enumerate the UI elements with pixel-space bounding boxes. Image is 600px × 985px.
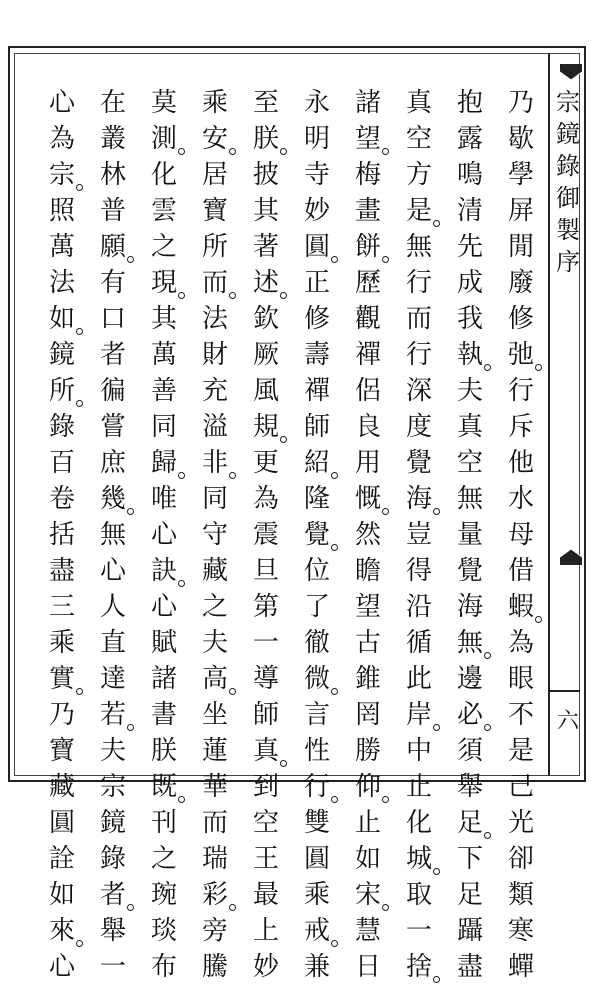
text-char: 妙 [252,952,279,982]
text-char: 欽 [252,304,279,334]
text-char: 蓮 [201,736,228,766]
text-char: 無 [405,232,432,262]
text-char: 錄 [48,412,75,442]
text-char: 而 [201,808,228,838]
text-char: 望 [353,121,383,157]
text-char: 侶 [354,376,381,406]
text-char: 岸 [404,697,434,733]
text-char: 乘 [303,880,330,910]
text-char: 心 [48,952,75,982]
text-char: 直 [99,628,126,658]
text-char: 徹 [303,628,330,658]
side-title [552,86,584,278]
text-char: 歸 [149,445,179,481]
text-char: 鏡 [99,808,126,838]
text-char: 所 [47,373,77,409]
text-char: 真 [456,412,483,442]
text-column [146,85,182,985]
text-char: 舉 [99,916,126,946]
text-char: 兼 [303,952,330,982]
text-char: 坐 [201,700,228,730]
text-char: 類 [507,880,534,910]
text-char: 舉 [456,772,483,802]
text-char: 一 [252,628,279,658]
text-column [248,85,284,985]
text-char: 盡 [456,952,483,982]
text-char: 永 [303,88,330,118]
text-char: 空 [456,448,483,478]
text-char: 叢 [99,124,126,154]
text-char: 言 [303,700,330,730]
text-char: 寒 [507,916,534,946]
text-char: 賦 [150,628,177,658]
text-char: 卻 [507,844,534,874]
text-char: 止 [405,772,432,802]
text-column [503,85,539,985]
text-char: 量 [456,520,483,550]
text-char: 沿 [405,592,432,622]
text-char: 三 [48,592,75,622]
text-char: 王 [252,844,279,874]
text-char: 有 [99,268,126,298]
text-char: 戒 [302,913,332,949]
text-char: 微 [302,661,332,697]
text-char: 達 [99,664,126,694]
text-char: 訣 [149,553,179,589]
text-char: 罔 [354,700,381,730]
text-char: 一 [99,952,126,982]
text-char: 而 [200,265,230,301]
text-char: 披 [252,160,279,190]
text-char: 宗 [99,772,126,802]
text-char: 守 [201,520,228,550]
text-char: 鳴 [456,160,483,190]
side-title-char: 御 [556,184,580,212]
text-char: 既 [149,769,179,805]
text-char: 不 [507,700,534,730]
text-char: 止 [354,808,381,838]
text-char: 法 [48,268,75,298]
text-char: 如 [48,880,75,910]
text-char: 覺 [302,517,332,553]
text-char: 朕 [251,121,281,157]
text-char: 弛 [506,337,536,373]
text-char: 己 [507,772,534,802]
page-number: 六 [556,709,579,734]
text-char: 普 [99,196,126,226]
text-char: 禪 [354,340,381,370]
text-char: 旦 [252,556,279,586]
text-char: 觀 [354,304,381,334]
text-char: 寶 [48,736,75,766]
text-char: 光 [507,808,534,838]
text-char: 空 [405,124,432,154]
text-char: 正 [303,268,330,298]
text-char: 善 [150,376,177,406]
text-char: 勝 [354,736,381,766]
text-column [401,85,437,985]
text-char: 行 [302,769,332,805]
text-char: 水 [507,484,534,514]
text-char: 騰 [201,952,228,982]
text-char: 得 [405,556,432,586]
text-char: 心 [150,520,177,550]
text-char: 規 [251,409,281,445]
text-char: 用 [354,448,381,478]
text-char: 如 [47,301,77,337]
text-char: 豈 [405,520,432,550]
text-char: 錄 [99,844,126,874]
text-char: 萬 [150,340,177,370]
text-char: 良 [354,412,381,442]
text-char: 眼 [507,664,534,694]
text-char: 鏡 [48,340,75,370]
text-char: 布 [150,952,177,982]
text-char: 至 [252,88,279,118]
text-char: 高 [200,661,230,697]
text-column [197,85,233,985]
text-char: 諸 [354,88,381,118]
text-char: 厥 [252,340,279,370]
text-char: 口 [99,304,126,334]
text-char: 了 [303,592,330,622]
text-char: 覺 [456,556,483,586]
text-char: 方 [405,160,432,190]
text-char: 而 [405,304,432,334]
text-char: 紹 [302,445,332,481]
text-char: 隆 [303,484,330,514]
text-char: 仰 [353,769,383,805]
text-char: 妙 [303,196,330,226]
text-char: 溢 [201,412,228,442]
text-char: 清 [456,196,483,226]
text-column [350,85,386,985]
text-char: 位 [303,556,330,586]
text-char: 歇 [507,124,534,154]
text-char: 琰 [150,916,177,946]
text-char: 導 [252,664,279,694]
text-char: 測 [149,121,179,157]
text-char: 他 [507,448,534,478]
text-char: 實 [47,661,77,697]
text-char: 空 [252,808,279,838]
text-char: 來 [47,913,77,949]
side-title-char: 製 [556,216,580,244]
text-char: 之 [150,844,177,874]
text-column [452,85,488,985]
text-char: 風 [252,376,279,406]
text-char: 夫 [201,628,228,658]
text-char: 修 [507,304,534,334]
text-char: 述 [251,265,281,301]
text-char: 最 [252,880,279,910]
text-char: 是 [404,193,434,229]
text-char: 到 [252,772,279,802]
text-char: 圓 [302,229,332,265]
text-char: 必 [455,697,485,733]
text-char: 百 [48,448,75,478]
text-char: 循 [405,628,432,658]
text-char: 唯 [150,484,177,514]
text-char: 刊 [150,808,177,838]
text-char: 卷 [48,484,75,514]
text-char: 其 [252,196,279,226]
text-char: 廢 [507,268,534,298]
text-char: 海 [404,481,434,517]
text-char: 無 [99,520,126,550]
text-char: 盡 [48,556,75,586]
text-char: 古 [354,628,381,658]
text-char: 藏 [48,772,75,802]
text-char: 充 [201,376,228,406]
text-char: 願 [98,229,128,265]
text-char: 寶 [201,196,228,226]
text-column [299,85,335,985]
text-char: 藏 [201,556,228,586]
text-char: 人 [99,592,126,622]
text-char: 邊 [456,664,483,694]
text-char: 閒 [507,232,534,262]
text-char: 之 [201,592,228,622]
text-char: 須 [456,736,483,766]
text-char: 行 [507,376,534,406]
text-char: 慨 [353,481,383,517]
text-char: 執 [455,337,485,373]
text-char: 更 [252,448,279,478]
text-char: 第 [252,592,279,622]
side-title-char: 宗 [556,88,580,116]
text-char: 為 [48,124,75,154]
page-number-rule [550,690,580,692]
text-char: 寺 [303,160,330,190]
text-char: 乃 [507,88,534,118]
text-char: 母 [507,520,534,550]
text-char: 徧 [99,376,126,406]
text-char: 中 [405,736,432,766]
text-char: 朕 [150,736,177,766]
text-char: 宋 [353,877,383,913]
fishtail-ornament-top-icon [560,64,582,82]
text-char: 躡 [456,916,483,946]
text-char: 心 [48,88,75,118]
text-char: 圓 [48,808,75,838]
fishtail-ornament-bottom-icon [560,547,582,565]
text-char: 夫 [99,736,126,766]
text-char: 錐 [354,664,381,694]
text-char: 先 [456,232,483,262]
text-char: 望 [354,592,381,622]
text-char: 性 [303,736,330,766]
text-char: 嘗 [99,412,126,442]
text-char: 琬 [150,880,177,910]
text-column [95,85,131,985]
text-char: 餅 [353,229,383,265]
text-char: 真 [405,88,432,118]
text-char: 一 [405,916,432,946]
text-char: 屏 [507,196,534,226]
text-char: 法 [201,304,228,334]
text-char: 是 [507,736,534,766]
text-char: 庶 [99,448,126,478]
text-char: 師 [252,700,279,730]
text-char: 日 [354,952,381,982]
text-char: 行 [405,268,432,298]
text-char: 照 [48,196,75,226]
text-char: 抱 [456,88,483,118]
side-title-char: 序 [556,248,580,276]
text-char: 乘 [201,88,228,118]
text-char: 梅 [354,160,381,190]
text-char: 無 [455,625,485,661]
text-char: 現 [149,265,179,301]
text-char: 深 [405,376,432,406]
text-char: 居 [201,160,228,190]
text-char: 括 [48,520,75,550]
text-char: 下 [456,844,483,874]
text-char: 著 [252,232,279,262]
text-char: 然 [354,520,381,550]
text-char: 壽 [303,340,330,370]
text-char: 在 [99,88,126,118]
text-char: 旁 [201,916,228,946]
text-char: 露 [456,124,483,154]
text-char: 師 [303,412,330,442]
text-char: 捨 [404,949,434,985]
text-char: 乘 [48,628,75,658]
text-char: 禪 [303,376,330,406]
text-char: 無 [456,484,483,514]
text-char: 非 [200,445,230,481]
text-char: 安 [200,121,230,157]
text-char: 歷 [354,268,381,298]
text-char: 瞻 [354,556,381,586]
text-char: 瑞 [201,844,228,874]
text-char: 覺 [405,448,432,478]
text-char: 畫 [354,196,381,226]
text-char: 夫 [456,376,483,406]
text-char: 之 [150,232,177,262]
text-char: 諸 [150,664,177,694]
text-char: 學 [507,160,534,190]
side-title-char: 錄 [556,152,580,180]
text-char: 成 [456,268,483,298]
text-char: 為 [507,628,534,658]
text-char: 為 [252,484,279,514]
text-char: 華 [201,772,228,802]
text-char: 彩 [200,877,230,913]
text-char: 蝦 [506,589,536,625]
text-char: 度 [405,412,432,442]
text-char: 幾 [98,481,128,517]
text-char: 財 [201,340,228,370]
text-char: 雲 [150,196,177,226]
text-char: 蟬 [507,952,534,982]
text-char: 震 [252,520,279,550]
text-char: 心 [99,556,126,586]
text-char: 我 [456,304,483,334]
text-char: 斥 [507,412,534,442]
side-title-char: 鏡 [556,120,580,148]
text-char: 上 [252,916,279,946]
text-char: 足 [455,805,485,841]
text-char: 乃 [48,700,75,730]
text-char: 宗 [47,157,77,193]
text-char: 同 [201,484,228,514]
text-char: 者 [98,877,128,913]
text-char: 雙 [303,808,330,838]
text-char: 化 [405,808,432,838]
text-char: 行 [405,340,432,370]
text-char: 萬 [48,232,75,262]
text-char: 圓 [303,844,330,874]
text-char: 海 [456,592,483,622]
text-char: 莫 [150,88,177,118]
text-char: 若 [98,697,128,733]
text-char: 真 [251,733,281,769]
text-char: 足 [456,880,483,910]
text-char: 化 [150,160,177,190]
text-column [44,85,80,985]
text-char: 取 [405,880,432,910]
text-char: 慧 [354,916,381,946]
text-char: 此 [405,664,432,694]
text-char: 書 [150,700,177,730]
text-char: 林 [99,160,126,190]
text-char: 心 [150,592,177,622]
text-char: 如 [354,844,381,874]
main-text-body [40,85,546,982]
text-char: 者 [99,340,126,370]
text-char: 城 [404,841,434,877]
text-char: 同 [150,412,177,442]
text-char: 詮 [48,844,75,874]
text-char: 修 [303,304,330,334]
text-char: 明 [303,124,330,154]
text-char: 借 [507,556,534,586]
text-char: 所 [201,232,228,262]
text-char: 其 [150,304,177,334]
